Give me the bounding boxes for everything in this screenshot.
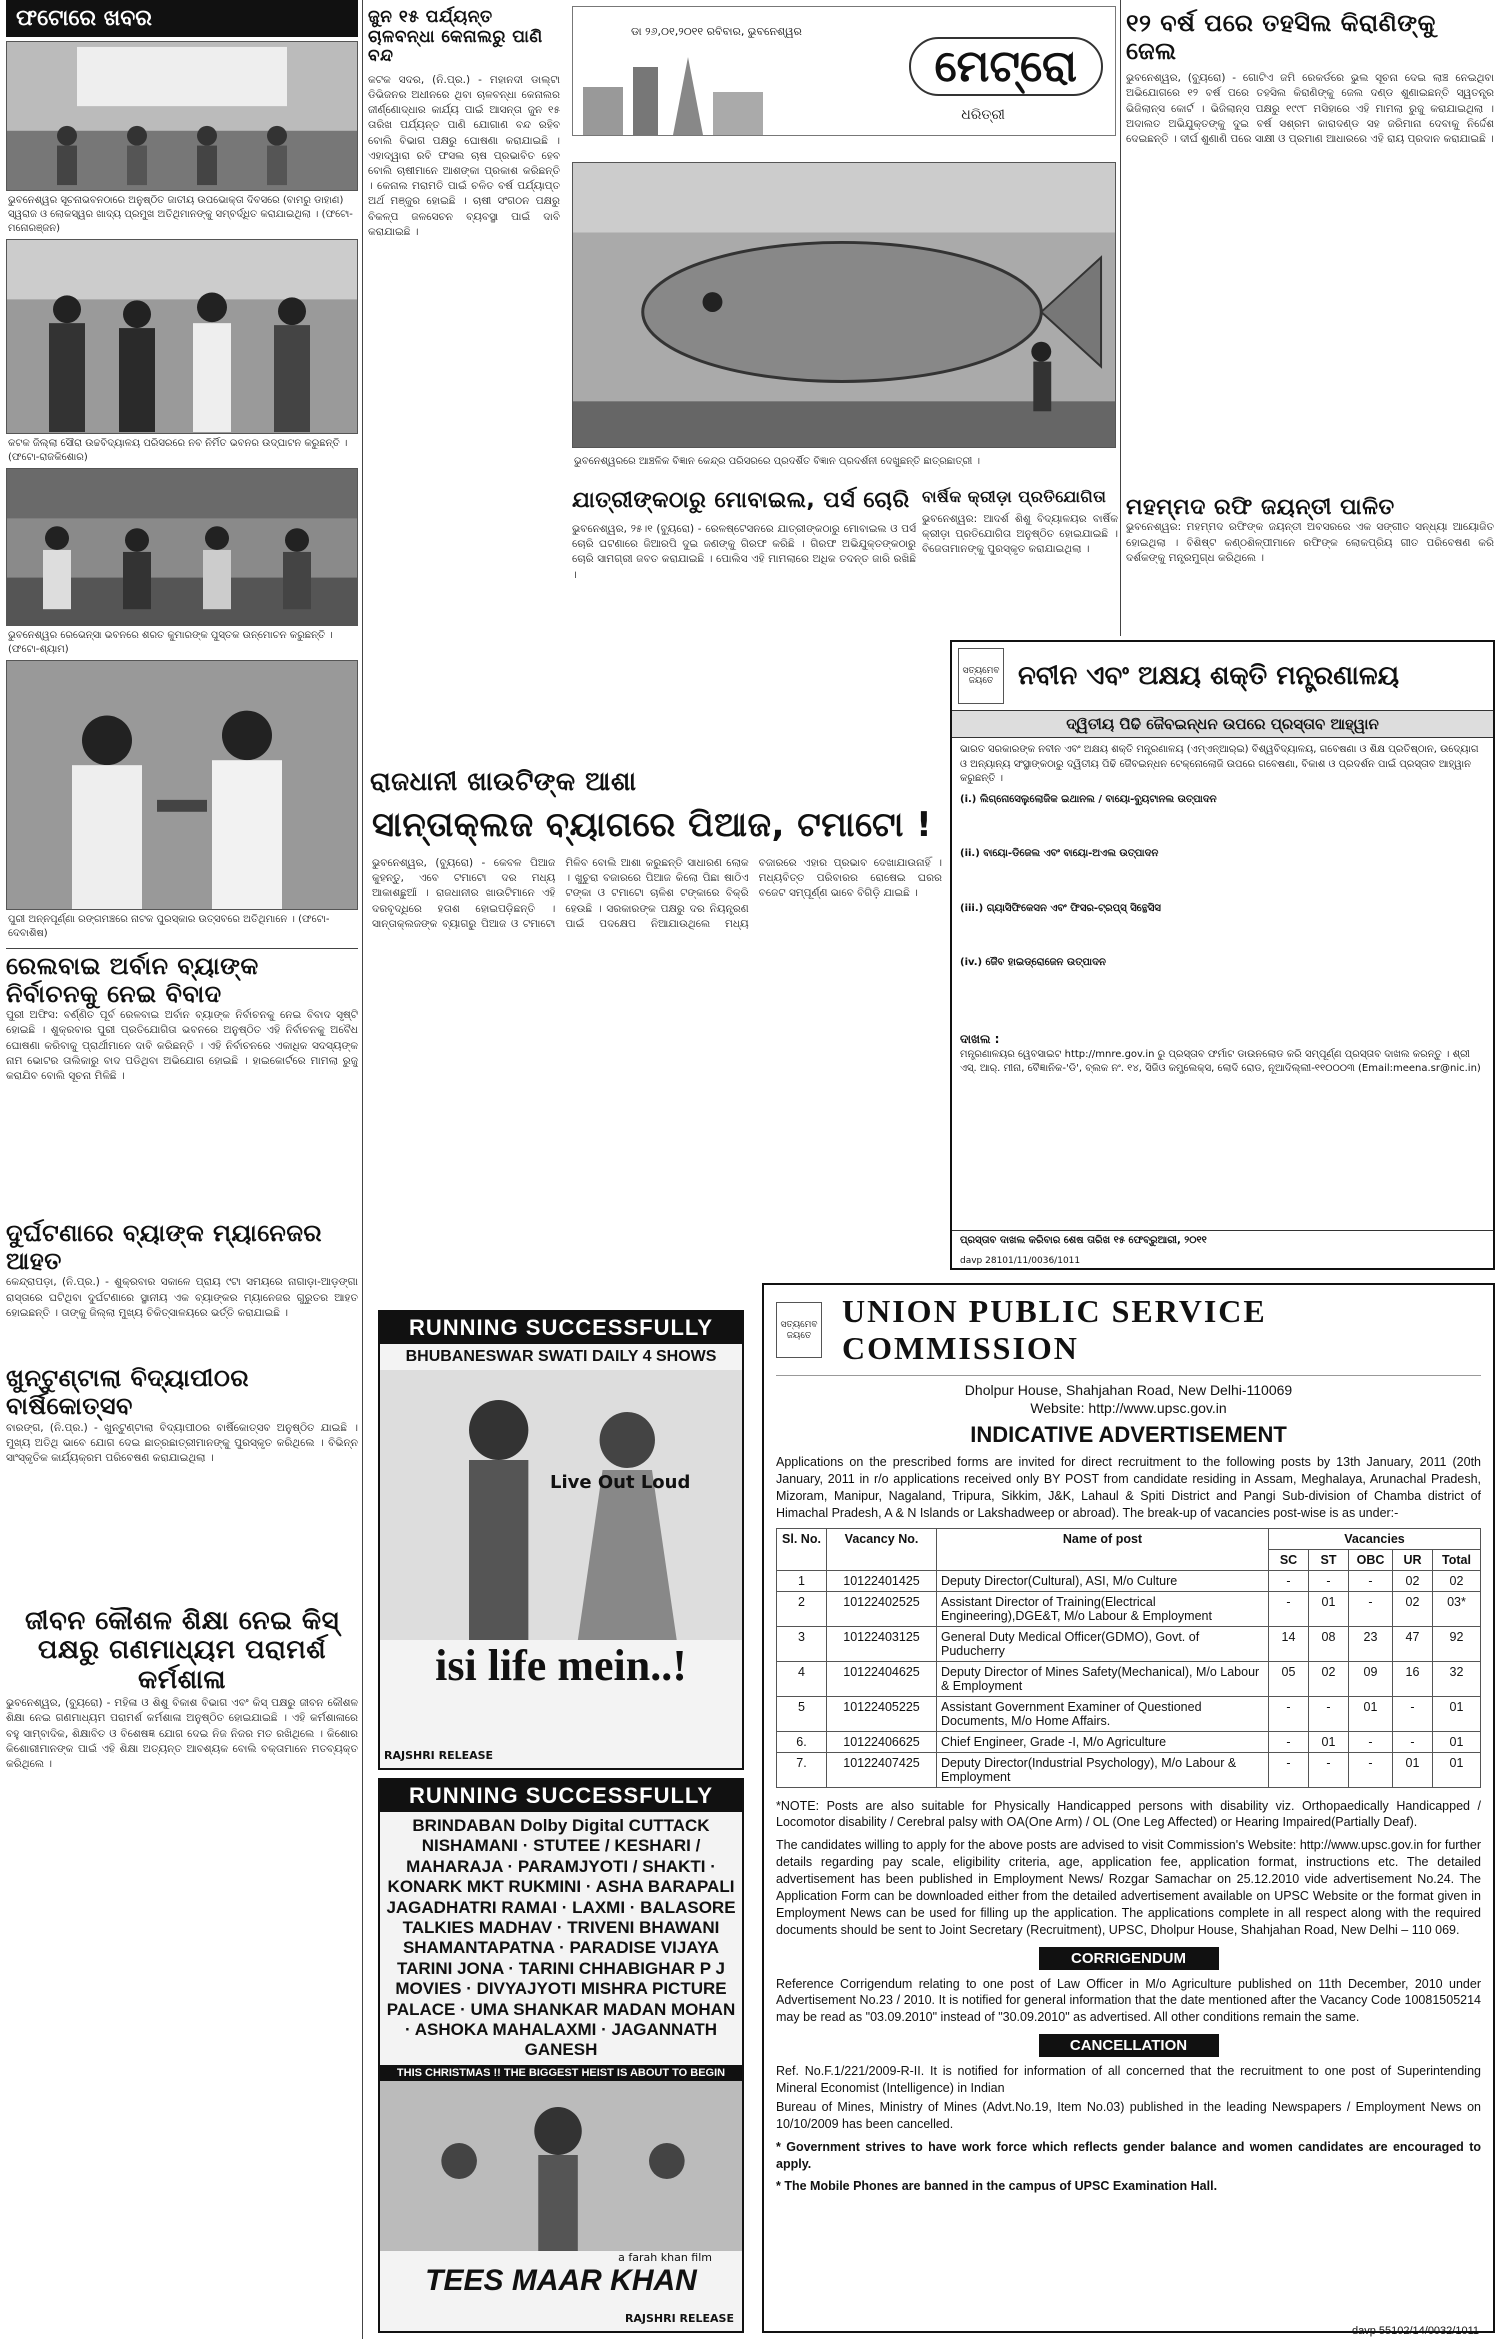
headline-tehsil-clerk-jail: ୧୨ ବର୍ଷ ପରେ ତହସିଲ କିରାଣିଙ୍କୁ ଜେଲ <box>1126 9 1436 65</box>
cell-sl: 5 <box>777 1696 827 1731</box>
metro-date: ଡା ୨୬,୦୧,୨୦୧୧ ରବିବାର, ଭୁବନେଶ୍ୱର <box>631 25 802 38</box>
cancellation-text: Ref. No.F.1/221/2009-R-II. It is notified for information of all concerned that the recruitment to one post of Superintending Mineral Economist (Intelligence) in Indian <box>776 2064 1481 2095</box>
headline-sports-meet: ବାର୍ଷିକ କ୍ରୀଡ଼ା ପ୍ରତିଯୋଗିତା <box>922 487 1107 506</box>
cell-obc: - <box>1349 1591 1393 1626</box>
cell-vac: 10122401425 <box>827 1570 937 1591</box>
photo-consumer-day <box>6 41 358 191</box>
th-vacancies: Vacancies <box>1269 1528 1481 1549</box>
cell-total: 32 <box>1433 1661 1481 1696</box>
vacancy-table-body <box>777 1570 1481 1787</box>
cell-sl: 6. <box>777 1731 827 1752</box>
cell-post: Assistant Director of Training(Electrical Engineering),DGE&T, M/o Labour & Employment <box>937 1591 1269 1626</box>
table-row <box>777 1731 1481 1752</box>
headline-bank-manager: ଦୁର୍ଘଟଣାରେ ବ୍ୟାଙ୍କ ମ୍ୟାନେଜର ଆହତ <box>6 1219 323 1275</box>
cell-sc: - <box>1269 1591 1309 1626</box>
column-canal-news <box>368 0 560 620</box>
cell-st: - <box>1309 1752 1349 1787</box>
cell-ur: - <box>1393 1696 1433 1731</box>
photo-fish-exhibit <box>572 162 1116 448</box>
metro-section-header <box>572 6 1116 136</box>
cell-post: Chief Engineer, Grade -I, M/o Agriculture <box>937 1731 1269 1752</box>
upsc-code: davp 55102/14/0032/1011 <box>1351 2325 1479 2337</box>
cell-sc: - <box>1269 1696 1309 1731</box>
cell-obc: - <box>1349 1731 1393 1752</box>
ministry-dakhal-body: ମନ୍ତ୍ରଣାଳୟର ୱେବସାଇଟ http://mnre.gov.in ରୁ ପ୍ରସ୍ତାବ ଫର୍ମାଟ ଡାଉନଲୋଡ କରି ସମ୍ପୂର୍ଣ୍ଣ ପ୍ରସ୍ତାବ ଦାଖଲ କରନ୍ତୁ । ଶ୍ରୀ ଏସ୍. ଆର୍. ମୀନା, ବୈଜ୍ଞାନିକ-'ଡି', ବ୍ଲକ ନଂ. ୧୪, ସିଜିଓ କମ୍ପ୍ଲେକ୍ସ, ଲୋଦି ରୋଡ, ନୂଆଦିଲ୍ଲୀ-୧୧୦୦୦୩ (Email:meena.sr@nic.in) <box>960 1048 1481 1075</box>
photo-caption: ଭୁବନେଶ୍ୱର ରେଭେନ୍ସା ଭବନରେ ଶରତ କୁମାରଙ୍କ ପୁସ୍ତକ ଉନ୍ମୋଚନ କରୁଛନ୍ତି । (ଫଟୋ-ଶ୍ୟାମ) <box>8 630 333 655</box>
cell-obc: - <box>1349 1752 1393 1787</box>
cell-total: 02 <box>1433 1570 1481 1591</box>
cell-obc: - <box>1349 1570 1393 1591</box>
cell-sl: 2 <box>777 1591 827 1626</box>
photo-caption: ଭୁବନେଶ୍ୱର ସୂଚନାଭବନଠାରେ ଅନୁଷ୍ଠିତ ଜାତୀୟ ଉପଭୋକ୍ତା ଦିବସରେ (ବାମରୁ ଡାହାଣ) ସ୍ୱରାଜ ଓ ଲୋକସ୍ୱର ଖାଦ୍ୟ ପ୍ରମୁଖ ଅତିଥିମାନଙ୍କୁ ସମ୍ବର୍ଦ୍ଧିତ କରାଯାଇଥିଲା । (ଫଟୋ-ମନୋରଞ୍ଜନ) <box>8 195 353 234</box>
vacancy-table <box>776 1528 1481 1788</box>
ministry-subtitle: ଦ୍ୱିତୀୟ ପିଢି ଜୈବଇନ୍ଧନ ଉପରେ ପ୍ରସ୍ତାବ ଆହ୍ୱାନ <box>952 711 1493 738</box>
theatre-info: BHUBANESWAR SWATI DAILY 4 SHOWS <box>405 1348 717 1365</box>
metro-logo: ମେଟ୍ରୋ <box>909 37 1103 96</box>
headline-rafi-anniversary: ମହମ୍ମଦ ରଫି ଜୟନ୍ତୀ ପାଳିତ <box>1126 495 1395 521</box>
photo-drama-award <box>6 660 358 910</box>
headline-mobile-theft: ଯାତ୍ରୀଙ୍କଠାରୁ ମୋବାଇଲ, ପର୍ସ ଚୋରି <box>572 488 910 513</box>
table-row <box>777 1696 1481 1731</box>
cell-sl: 7. <box>777 1752 827 1787</box>
cell-st: 01 <box>1309 1731 1349 1752</box>
photo-book-release <box>6 468 358 626</box>
cell-sl: 3 <box>777 1626 827 1661</box>
ministry-code: davp 28101/11/0036/1011 <box>960 1256 1081 1266</box>
cell-vac: 10122403125 <box>827 1626 937 1661</box>
upsc-bullet: * The Mobile Phones are banned in the campus of UPSC Examination Hall. <box>776 2179 1218 2194</box>
ministry-item: (ii.) ବାୟୋ-ଡିଜେଲ ଏବଂ ବାୟୋ-ଅଏଲ ଉତ୍ପାଦନ <box>960 848 1159 859</box>
movie-tagline: Live Out Loud <box>550 1472 691 1493</box>
headline-railway-bank: ରେଲବାଇ ଅର୍ବାନ ବ୍ୟାଙ୍କ ନିର୍ବାଚନକୁ ନେଇ ବିବାଦ <box>6 952 259 1008</box>
ministry-body: ଭାରତ ସରକାରଙ୍କ ନବୀନ ଏବଂ ଅକ୍ଷୟ ଶକ୍ତି ମନ୍ତ୍ରଣାଳୟ (ଏମ୍‌ଏନ୍‌ଆର୍‌ଇ) ବିଶ୍ୱବିଦ୍ୟାଳୟ, ଗବେଷଣା ଓ ଶିକ୍ଷ ପ୍ରତିଷ୍ଠାନ, ଉଦ୍ୟୋଗ ଓ ଅନ୍ୟାନ୍ୟ ସଂସ୍ଥାଙ୍କଠାରୁ ଦ୍ୱିତୀୟ ପିଢି ଜୈବଇନ୍ଧନ ଟେକ୍ନୋଲୋଜି ଉପରେ ଗବେଷଣା, ବିକାଶ ଓ ପ୍ରଦର୍ଶନ ପାଇଁ ପ୍ରସ୍ତାବ ଆହ୍ୱାନ କରୁଛନ୍ତି । <box>960 744 1479 784</box>
article-body: ପୁରୀ ଅଫିସ: ବର୍ଣ୍ଣିତ ପୂର୍ବ ରେଳବାଇ ଅର୍ବାନ ବ୍ୟାଙ୍କ ନିର୍ବାଚନକୁ ନେଇ ବିବାଦ ସୃଷ୍ଟି ହୋଇଛି । ଶୁକ୍ରବାର ପୁରୀ ପ୍ରତିଯୋଗିତା ଭବନରେ ଅନୁଷ୍ଠିତ ଏହି ନିର୍ବାଚନକୁ ଅବୈଧ ଘୋଷଣା କରିବାକୁ ପ୍ରାର୍ଥୀମାନେ ଦାବି କରିଛନ୍ତି । ଏହି ନିର୍ବାଚନରେ ଏକାଧିକ ସଦସ୍ୟଙ୍କ ନାମ ଭୋଟର ତାଲିକାରୁ ବାଦ ପଡିଥିବା ଅଭିଯୋଗ ହୋଇଛି । ହାଇକୋର୍ଟରେ ମାମଲା ରୁଜୁ କରାଯିବ ବୋଲି ସୂଚନା ମିଳିଛି । <box>6 1009 358 1083</box>
emblem-icon: ସତ୍ୟମେବ ଜୟତେ <box>776 1302 822 1358</box>
article-body: ଭୁବନେଶ୍ୱର: ଆଦର୍ଶ ଶିଶୁ ବିଦ୍ୟାଳୟର ବାର୍ଷିକ କ୍ରୀଡ଼ା ପ୍ରତିଯୋଗିତା ଅନୁଷ୍ଠିତ ହୋଇଯାଇଛି । ବିଜେତାମାନଙ୍କୁ ପୁରସ୍କୃତ କରାଯାଇଥିଲା । <box>922 513 1118 556</box>
cell-st: - <box>1309 1570 1349 1591</box>
movie-ad-tees-maar-khan <box>378 1778 744 2333</box>
cell-sl: 1 <box>777 1570 827 1591</box>
upsc-note: *NOTE: Posts are also suitable for Physically Handicapped persons with disability viz. Orthopaedically Handicapped / Locomotor disability / Cerebral palsy with OA(One Arm) / OL (One Leg Affected) or Hearing Impaired(Partially Deaf). <box>776 1798 1481 1830</box>
running-successfully-banner: RUNNING SUCCESSFULLY <box>380 1780 742 1812</box>
cell-sc: 14 <box>1269 1626 1309 1661</box>
ministry-item: (iv.) ଜୈବ ହାଇଡ୍ରୋଜେନ ଉତ୍ପାଦନ <box>960 957 1106 968</box>
ministry-header <box>952 642 1493 711</box>
cell-vac: 10122407425 <box>827 1752 937 1787</box>
table-row <box>777 1570 1481 1591</box>
cell-sc: 05 <box>1269 1661 1309 1696</box>
cancellation-text: Bureau of Mines, Ministry of Mines (Advt.No.19, Item No.03) published in the leading Newspapers / Employment News on 10/10/2009 has been cancelled. <box>776 2099 1481 2131</box>
upsc-advertisement <box>762 1283 1495 2333</box>
th-vacancy: Vacancy No. <box>827 1528 937 1570</box>
ministry-name: ନବୀନ ଏବଂ ଅକ୍ଷୟ ଶକ୍ତି ମନ୍ତ୍ରଣାଳୟ <box>1018 660 1400 691</box>
headline-santa-onion-tomato: ସାନ୍ତାକ୍ଲଜ ବ୍ୟାଗରେ ପିଆଜ, ଟମାଟୋ ! <box>372 805 933 845</box>
th-total: Total <box>1433 1549 1481 1570</box>
photo-caption: ଭୁବନେଶ୍ୱରରେ ଆଞ୍ଚଳିକ ବିଜ୍ଞାନ କେନ୍ଦ୍ର ପରିସରରେ ପ୍ରଦର୍ଶିତ ବିଜ୍ଞାନ ପ୍ରଦର୍ଶନୀ ଦେଖୁଛନ୍ତି ଛାତ୍ରଛାତ୍ରୀ । <box>574 456 980 467</box>
corrigendum-text: Reference Corrigendum relating to one post of Law Officer in M/o Agriculture published on 11th December, 2010 under Advertisement No.23 / 2010. It is notified for general information that the date mentioned after the Vacancy Code 10081505214 may be read as "03.09.2010" instead of "30.09.2010" as advertised. All other conditions remain the same. <box>776 1976 1481 2025</box>
movie-title: TEES MAAR KHAN <box>425 2263 697 2297</box>
movie-title: isi life mein..! <box>435 1641 687 1690</box>
ministry-item: (iii.) ଗ୍ୟାସିଫିକେସନ ଏବଂ ଫିସର-ଟ୍ରପ୍‌ସ୍ ସିନ୍ଥେସିସ <box>960 902 1161 914</box>
ministry-dakhal-label: ଦାଖଲ : <box>960 1031 1000 1046</box>
table-row <box>777 1626 1481 1661</box>
movie-credit: a farah khan film <box>618 2250 712 2264</box>
article-body: କେନ୍ଦ୍ରାପଡ଼ା, (ନି.ପ୍ର.) - ଶୁକ୍ରବାର ସକାଳେ ପ୍ରାୟ ୯ଟା ସମୟରେ ନାଗାଡ଼ା-ଆଡ଼ଙ୍ଗା ରାସ୍ତାରେ ଘଟିଥିବା ଦୁର୍ଘଟଣାରେ ସ୍ଥାନୀୟ ଏକ ବ୍ୟାଙ୍କର ମ୍ୟାନେଜର ଗୁରୁତର ଆହତ ହୋଇଛନ୍ତି । ତାଙ୍କୁ ଜିଲ୍ଲା ମୁଖ୍ୟ ଚିକିତ୍ସାଳୟରେ ଭର୍ତ୍ତି କରାଯାଇଛି । <box>6 1276 358 1319</box>
ministry-content <box>952 738 1493 1082</box>
headline-capital-consumers: ରାଜଧାନୀ ଖାଉଟିଙ୍କ ଆଶା <box>370 767 637 797</box>
cell-total: 01 <box>1433 1696 1481 1731</box>
cell-post: Assistant Government Examiner of Questioned Documents, M/o Home Affairs. <box>937 1696 1269 1731</box>
table-row <box>777 1591 1481 1626</box>
movie-release: RAJSHRI RELEASE <box>384 1749 494 1762</box>
th-sl: Sl. No. <box>777 1528 827 1570</box>
cell-sc: - <box>1269 1752 1309 1787</box>
upsc-ad-title: INDICATIVE ADVERTISEMENT <box>970 1422 1287 1447</box>
article-body: ଭୁବନେଶ୍ୱର, (ବ୍ୟୁରୋ) - କେବଳ ପିଆଜ କୁହନ୍ତୁ, ଏବେ ଟମାଟୋ ଦର ମଧ୍ୟ ଆକାଶଛୁଆଁ । ରାଜଧାନୀର ଖାଉଟିମାନେ ଏହି ଦରବୃଦ୍ଧିରେ ହତାଶ ହୋଇପଡ଼ିଛନ୍ତି । ସାନ୍ତାକ୍ଲଜଙ୍କ ବ୍ୟାଗରୁ ପିଆଜ ଓ ଟମାଟୋ ମିଳିବ ବୋଲି ଆଶା କରୁଛନ୍ତି ସାଧାରଣ ଲୋକ । ଖୁଚୁରା ବଜାରରେ ପିଆଜ କିଲୋ ପିଛା ଷାଠିଏ ଟଙ୍କା ଓ ଟମାଟୋ ଚାଳିଶ ଟଙ୍କାରେ ବିକ୍ରି ହେଉଛି । ସରକାରଙ୍କ ପକ୍ଷରୁ ଦର ନିୟନ୍ତ୍ରଣ ପାଇଁ ପଦକ୍ଷେପ ନିଆଯାଉଥିଲେ ମଧ୍ୟ ବଜାରରେ ଏହାର ପ୍ରଭାବ ଦେଖାଯାଉନାହିଁ । ମଧ୍ୟବିତ୍ତ ପରିବାରର ରୋଷେଇ ଘରର ବଜେଟ ସମ୍ପୂର୍ଣ୍ଣ ଭାବେ ବିଗିଡ଼ି ଯାଇଛି । <box>372 857 942 930</box>
corrigendum-heading: CORRIGENDUM <box>1039 1947 1219 1970</box>
th-sc: SC <box>1269 1549 1309 1570</box>
upsc-header <box>776 1293 1481 1376</box>
upsc-website: Website: http://www.upsc.gov.in <box>1030 1400 1227 1416</box>
table-row <box>777 1661 1481 1696</box>
cell-ur: 02 <box>1393 1570 1433 1591</box>
movie-ad-isi-life-mein <box>378 1310 744 1770</box>
table-row <box>777 1752 1481 1787</box>
cell-vac: 10122404625 <box>827 1661 937 1696</box>
upsc-bullet: * Government strives to have work force which reflects gender balance and women candidates are encouraged to apply. <box>776 2139 1481 2171</box>
photo-caption: ପୁରୀ ଅନ୍ନପୂର୍ଣ୍ଣା ରଙ୍ଗମଞ୍ଚରେ ନାଟକ ପୁରସ୍କାର ଉତ୍ସବରେ ଅତିଥିମାନେ । (ଫଟୋ-ଦେବାଶିଷ) <box>8 914 330 939</box>
metro-logo-sub: ଧରିତ୍ରୀ <box>961 107 1005 123</box>
ministry-footer: ପ୍ରସ୍ତାବ ଦାଖଲ କରିବାର ଶେଷ ତାରିଖ ୧୫ ଫେବ୍ରୁଆରୀ, ୨୦୧୧ <box>952 1230 1493 1250</box>
cell-obc: 01 <box>1349 1696 1393 1731</box>
cancellation-heading: CANCELLATION <box>1039 2034 1219 2057</box>
column-photo-news <box>6 0 358 2339</box>
article-body: ଭୁବନେଶ୍ୱର: ମହମ୍ମଦ ରଫିଙ୍କ ଜୟନ୍ତୀ ଅବସରରେ ଏକ ସଙ୍ଗୀତ ସନ୍ଧ୍ୟା ଆୟୋଜିତ ହୋଇଥିଲା । ବିଶିଷ୍ଟ କଣ୍ଠଶିଳ୍ପୀମାନେ ରଫିଙ୍କ ଲୋକପ୍ରିୟ ଗୀତ ପରିବେଷଣ କରି ଦର୍ଶକଙ୍କୁ ମନ୍ତ୍ରମୁଗ୍ଧ କରିଥିଲେ । <box>1126 521 1494 564</box>
ministry-advertisement <box>950 640 1495 1270</box>
article-body: ଭୁବନେଶ୍ୱର, ୨୫।୧ (ବ୍ୟୁରୋ) - ରେଳଷ୍ଟେସନରେ ଯାତ୍ରୀଙ୍କଠାରୁ ମୋବାଇଲ ଓ ପର୍ସ ଚୋରି ଘଟଣାରେ ଜିଆରପି ଦୁଇ ଜଣଙ୍କୁ ଗିରଫ କରିଛି । ଗିରଫ ଅଭିଯୁକ୍ତଙ୍କଠାରୁ ଚୋରି ସାମଗ୍ରୀ ଜବତ କରାଯାଇଛି । ପୋଲିସ ଏହି ମାମଲାରେ ଅଧିକ ତଦନ୍ତ ଜାରି ରଖିଛି । <box>572 523 916 581</box>
th-st: ST <box>1309 1549 1349 1570</box>
cell-st: 08 <box>1309 1626 1349 1661</box>
headline-canal-water: ଜୁନ ୧୫ ପର୍ଯ୍ୟନ୍ତ ଚାଳବନ୍ଧା କେନାଲରୁ ପାଣି ବନ୍ଦ <box>368 7 543 67</box>
cell-st: - <box>1309 1696 1349 1731</box>
movie-tagline: THIS CHRISTMAS !! THE BIGGEST HEIST IS ABOUT TO BEGIN <box>380 2065 742 2081</box>
cell-vac: 10122405225 <box>827 1696 937 1731</box>
article-body: ଭୁବନେଶ୍ୱର, (ବ୍ୟୁରୋ) - ଗୋଟିଏ ଜମି ରେକର୍ଡରେ ଭୁଲ ସୂଚନା ଦେଇ ଲାଞ୍ଚ ନେଇଥିବା ଅଭିଯୋଗରେ ୧୨ ବର୍ଷ ପରେ ତହସିଲ କିରାଣିଙ୍କୁ ଜେଲ ଦଣ୍ଡ ଶୁଣାଇଛନ୍ତି ସ୍ୱତନ୍ତ୍ର ଭିଜିଲାନ୍ସ କୋର୍ଟ । ଭିଜିଲାନ୍ସ ପକ୍ଷରୁ ୧୯୯୮ ମସିହାରେ ଏହି ମାମଲା ରୁଜୁ କରାଯାଇଥିଲା । ଅଦାଲତ ଅଭିଯୁକ୍ତଙ୍କୁ ଦୁଇ ବର୍ଷ ସଶ୍ରମ କାରାଦଣ୍ଡ ସହ ଜରିମାନା ଦେବାକୁ ନିର୍ଦ୍ଦେଶ ଦେଇଛନ୍ତି । ଦୀର୍ଘ ଶୁଣାଣି ପରେ ସାକ୍ଷୀ ଓ ପ୍ରମାଣ ଆଧାରରେ ଏହି ରାୟ ପ୍ରଦାନ କରାଯାଇଛି । <box>1126 72 1494 146</box>
th-obc: OBC <box>1349 1549 1393 1570</box>
column-tehsil-news <box>1126 0 1494 640</box>
upsc-intro: Applications on the prescribed forms are invited for direct recruitment to the following posts by 13th January, 2011 (20th January, 2011 in r/o applications received only BY POST from candidate residing in Assam, Meghalaya, Arunachal Pradesh, Mizoram, Manipur, Nagaland, Tripura, Sikkim, J&K, Lahaul & Spiti District and Pangi Sub-division of Chamba district of Himachal Pradesh, A & N Islands or Lakshadweep or abroad). The break-up of vacancies post-wise is as under:- <box>776 1455 1481 1520</box>
movie-release: RAJSHRI RELEASE <box>624 2312 734 2325</box>
article-body: କଟକ ସଦର, (ନି.ପ୍ର.) - ମହାନଦୀ ଡାଲ୍ଟା ଡିଭିଜନର ଅଧୀନରେ ଥିବା ଚାଳବନ୍ଧା କେନାଲର ଜୀର୍ଣ୍ଣୋଦ୍ଧାର କାର୍ଯ୍ୟ ପାଇଁ ଆସନ୍ତା ଜୁନ ୧୫ ତାରିଖ ପର୍ଯ୍ୟନ୍ତ ପାଣି ଯୋଗାଣ ବନ୍ଦ ରହିବ ବୋଲି ବିଭାଗ ପକ୍ଷରୁ ଘୋଷଣା କରାଯାଇଛି । ଏହାଦ୍ୱାରା ରବି ଫସଲ ଚାଷ ପ୍ରଭାବିତ ହେବ ବୋଲି ଚାଷୀମାନେ ଆଶଙ୍କା ପ୍ରକାଶ କରିଛନ୍ତି । କେନାଲ ମରାମତି ପାଇଁ ଚଳିତ ବର୍ଷ ପର୍ଯ୍ୟାପ୍ତ ଅର୍ଥ ମଞ୍ଜୁର ହୋଇଛି । ଚାଷୀ ସଂଗଠନ ପକ୍ଷରୁ ବିକଳ୍ପ ଜଳସେଚନ ବ୍ୟବସ୍ଥା ପାଇଁ ଦାବି କରାଯାଇଛି । <box>368 73 560 238</box>
article-body: ଭୁବନେଶ୍ୱର, (ବ୍ୟୁରୋ) - ମହିଳା ଓ ଶିଶୁ ବିକାଶ ବିଭାଗ ଏବଂ କିସ୍ ପକ୍ଷରୁ ଜୀବନ କୌଶଳ ଶିକ୍ଷା ନେଇ ଗଣମାଧ୍ୟମ ପରାମର୍ଶ କର୍ମଶାଳା ଅନୁଷ୍ଠିତ ହୋଇଯାଇଛି । ଏହି କର୍ମଶାଳାରେ ବହୁ ସାମ୍ବାଦିକ, ଶିକ୍ଷାବିତ ଓ ବିଶେଷଜ୍ଞ ଯୋଗ ଦେଇ ନିଜ ନିଜର ମତ ରଖିଥିଲେ । କିଶୋର କିଶୋରୀମାନଙ୍କ ପାଇଁ ଏହି ଶିକ୍ଷା ଅତ୍ୟନ୍ତ ଆବଶ୍ୟକ ବୋଲି ବକ୍ତାମାନେ ମତବ୍ୟକ୍ତ କରିଥିଲେ । <box>6 1697 358 1771</box>
cell-post: Deputy Director(Cultural), ASI, M/o Culture <box>937 1570 1269 1591</box>
cell-ur: - <box>1393 1731 1433 1752</box>
cell-st: 02 <box>1309 1661 1349 1696</box>
cell-obc: 23 <box>1349 1626 1393 1661</box>
cell-total: 92 <box>1433 1626 1481 1661</box>
cell-sc: - <box>1269 1731 1309 1752</box>
cell-ur: 47 <box>1393 1626 1433 1661</box>
theatre-list: BRINDABAN Dolby Digital CUTTACK NISHAMANI · STUTEE / KESHARI / MAHARAJA · PARAMJYOTI / SHAKTI · KONARK MKT RUKMINI · ASHA BARAPALI JAGADHATRI RAMAI · LAXMI · BALASORE TALKIES MADHAV · TRIVENI BHAWANI SHAMANTAPATNA · PARADISE VIJAYA TARINI JONA · TARINI CHHABIGHAR P J MOVIES · DIVYAJYOTI MISHRA PICTURE PALACE · UMA SHANKAR MADAN MOHAN · ASHOKA MAHALAXMI · JAGANNATH GANESH <box>386 1816 736 2060</box>
headline-school-annual: ଖୁନ୍ଟୁଣ୍ଟାଲା ବିଦ୍ୟାପୀଠର ବାର୍ଷିକୋତ୍ସବ <box>6 1364 250 1420</box>
cell-total: 01 <box>1433 1731 1481 1752</box>
cell-ur: 16 <box>1393 1661 1433 1696</box>
running-successfully-banner: RUNNING SUCCESSFULLY <box>380 1312 742 1344</box>
cell-vac: 10122402525 <box>827 1591 937 1626</box>
photo-caption: କଟକ ଜିଲ୍ଲା ସୌରା ଉଚ୍ଚବିଦ୍ୟାଳୟ ପରିସରରେ ନବ ନିର୍ମିତ ଭବନର ଉଦ୍‌ଘାଟନ କରୁଛନ୍ତି । (ଫଟୋ-ରାଜକିଶୋର) <box>8 438 348 463</box>
cell-total: 01 <box>1433 1752 1481 1787</box>
upsc-title: UNION PUBLIC SERVICE COMMISSION <box>842 1293 1267 1366</box>
article-body: ବାରଙ୍ଗ, (ନି.ପ୍ର.) - ଖୁନ୍ଟୁଣ୍ଟାଲା ବିଦ୍ୟାପୀଠର ବାର୍ଷିକୋତ୍ସବ ଅନୁଷ୍ଠିତ ଯାଇଛି । ମୁଖ୍ୟ ଅତିଥି ଭାବେ ଯୋଗ ଦେଇ ଛାତ୍ରଛାତ୍ରୀମାନଙ୍କୁ ପୁରସ୍କୃତ କରିଥିଲେ । ବିଭିନ୍ନ ସାଂସ୍କୃତିକ କାର୍ଯ୍ୟକ୍ରମ ପରିବେଷଣ କରାଯାଇଥିଲା । <box>6 1421 358 1464</box>
headline-life-skills-workshop: ଜୀବନ କୌଶଳ ଶିକ୍ଷା ନେଇ କିସ୍ ପକ୍ଷରୁ ଗଣମାଧ୍ୟମ ପରାମର୍ଶ କର୍ମଶାଳା <box>24 1605 340 1696</box>
upsc-instructions: The candidates willing to apply for the above posts are advised to visit Commission's Website: http://www.upsc.gov.in for further details regarding pay scale, eligibility criteria, age, application fee, application format, instructions etc. The detailed advertisement has been published in Employment News/ Rozgar Samachar on 25.12.2010 vide advertisement No.24. The Application Form can be downloaded either from the detailed advertisement available on UPSC Website or the format given in Employment News can be used for filling up the application. The applications complete in all respect along with the required documents should be sent to Joint Secretary (Recruitment), UPSC, Dholpur House, Shahjahan Road, New Delhi – 110 069. <box>776 1838 1481 1937</box>
upsc-address: Dholpur House, Shahjahan Road, New Delhi-110069 <box>964 1382 1293 1398</box>
cell-total: 03* <box>1433 1591 1481 1626</box>
cell-sc: - <box>1269 1570 1309 1591</box>
ministry-item: (i.) ଲିଗ୍ନୋସେଲୁଲୋଜିକ ଇଥାନଲ / ବାୟୋ-ବ୍ୟୁଟାନଲ ଉତ୍ପାଦନ <box>960 793 1217 805</box>
th-ur: UR <box>1393 1549 1433 1570</box>
cell-ur: 02 <box>1393 1591 1433 1626</box>
cell-ur: 01 <box>1393 1752 1433 1787</box>
cell-st: 01 <box>1309 1591 1349 1626</box>
section-header-photo-news: ଫଟୋରେ ଖବର <box>6 0 358 37</box>
cell-obc: 09 <box>1349 1661 1393 1696</box>
emblem-icon: ସତ୍ୟମେବ ଜୟତେ <box>958 648 1004 704</box>
photo-inauguration <box>6 239 358 434</box>
cell-post: Deputy Director of Mines Safety(Mechanical), M/o Labour & Employment <box>937 1661 1269 1696</box>
cell-post: Deputy Director(Industrial Psychology), M/o Labour & Employment <box>937 1752 1269 1787</box>
th-post: Name of post <box>937 1528 1269 1570</box>
cell-vac: 10122406625 <box>827 1731 937 1752</box>
cell-post: General Duty Medical Officer(GDMO), Govt. of Puducherry <box>937 1626 1269 1661</box>
cell-sl: 4 <box>777 1661 827 1696</box>
